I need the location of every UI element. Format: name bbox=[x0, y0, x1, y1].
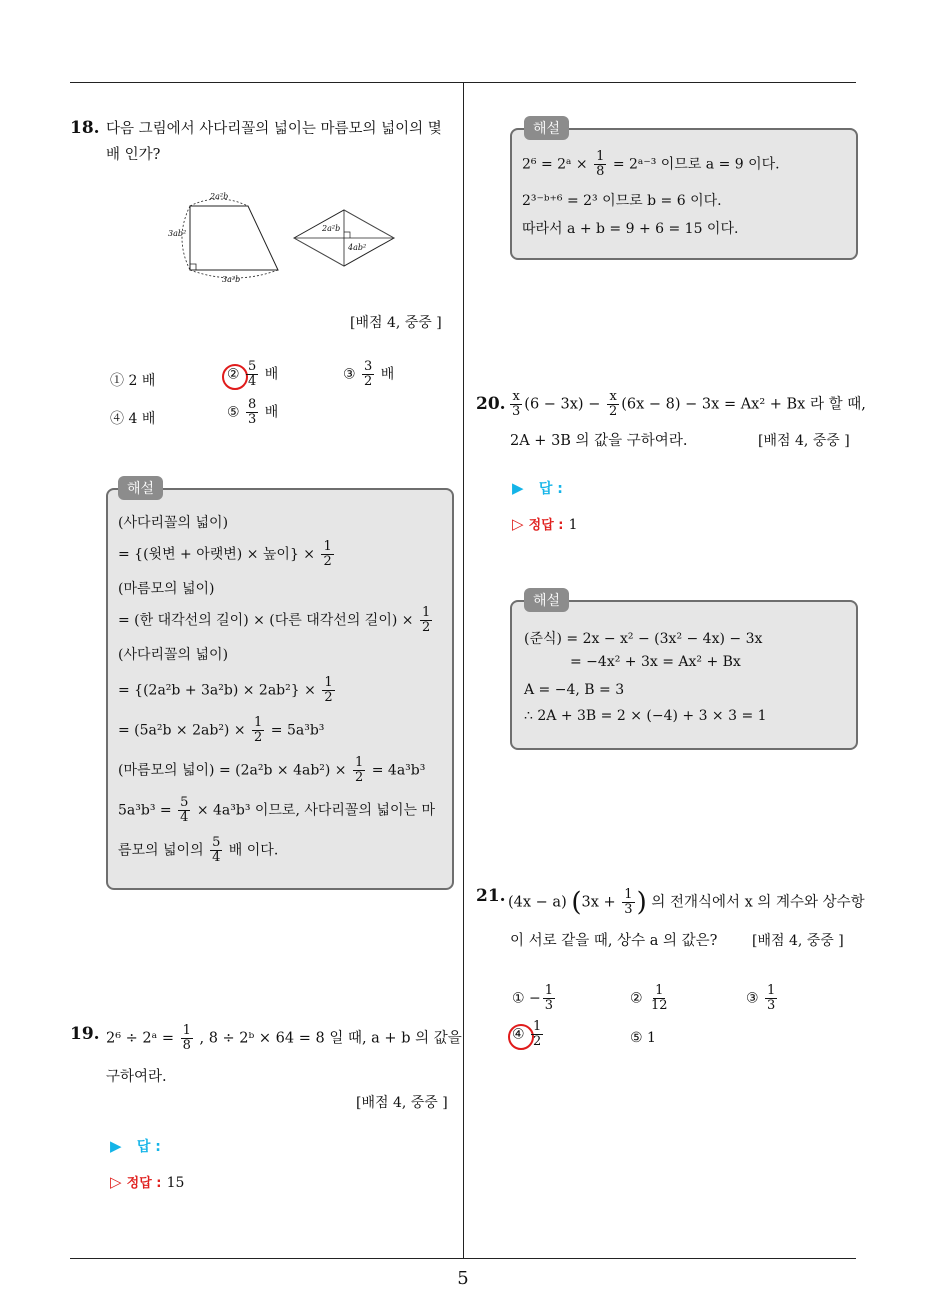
solution-line: (마름모의 넓이) bbox=[118, 581, 215, 597]
choice-fraction: $\frac{3}{2}$ bbox=[364, 359, 373, 389]
choice-unit: 배 bbox=[264, 366, 279, 383]
choice-fraction: $\frac{8}{3}$ bbox=[248, 397, 257, 427]
choice-mark: ⑤ bbox=[227, 404, 240, 421]
solution-tab: 해설 bbox=[524, 588, 569, 612]
question-meta: [배점 4, 중중 ] bbox=[752, 933, 844, 949]
question-number: 19. bbox=[70, 1024, 100, 1044]
choice-1[interactable]: ① − $\frac{1}{3}$ bbox=[512, 983, 554, 1013]
figure-label: 3ab² bbox=[168, 229, 187, 238]
question-meta: [배점 4, 중중 ] bbox=[758, 433, 850, 449]
solution-line: = −4x² + 3x = Ax² + Bx bbox=[570, 654, 741, 670]
choice-3[interactable] bbox=[343, 360, 394, 389]
question-number: 20. bbox=[476, 394, 506, 414]
solution-line: (사다리꼴의 넓이) bbox=[118, 647, 229, 663]
choice-mark: ② bbox=[227, 366, 240, 383]
choice-4[interactable] bbox=[512, 1020, 545, 1049]
solution-line: ∴ 2A + 3B = 2 × (−4) + 3 × 3 = 1 bbox=[524, 708, 767, 724]
choice-mark: ② bbox=[630, 990, 643, 1007]
solution-line: 2⁶ = 2ᵃ × $\frac{1}{8}$ = 2ᵃ⁻³ 이므로 a = 9 이다. bbox=[522, 149, 780, 179]
solution-line: (사다리꼴의 넓이) bbox=[118, 515, 229, 531]
play-icon: ▶ bbox=[110, 1137, 122, 1155]
question-number: 18. bbox=[70, 118, 100, 138]
figure-label: 4ab² bbox=[348, 243, 367, 252]
triangle-outline-icon: ▷ bbox=[512, 515, 524, 533]
choice-value: 1 bbox=[647, 1030, 656, 1046]
choice-fraction: $\frac{1}{2}$ bbox=[533, 1019, 542, 1049]
choice-fraction: $\frac{5}{4}$ bbox=[248, 359, 257, 389]
solution-tab: 해설 bbox=[118, 476, 163, 500]
choice-mark: ③ bbox=[343, 366, 356, 383]
question-number: 21. bbox=[476, 886, 506, 906]
choice-5[interactable] bbox=[227, 398, 278, 427]
column-divider bbox=[463, 82, 464, 1258]
answer-line: ▶ 답 : bbox=[110, 1137, 161, 1155]
choice-mark: ④ bbox=[512, 1026, 525, 1043]
solution-line: (준식) = 2x − x² − (3x² − 4x) − 3x bbox=[524, 631, 763, 647]
question-text: $\frac{x}{3}$ (6 − 3x) − $\frac{x}{2}$ (6x − 8) − 3x = Ax² + Bx 라 할 때, bbox=[512, 389, 866, 419]
page-number: 5 bbox=[457, 1268, 469, 1289]
choice-fraction: $\frac{1}{3}$ bbox=[767, 983, 776, 1013]
question-text: 배 인가? bbox=[106, 147, 161, 163]
choice-4[interactable] bbox=[110, 408, 155, 428]
solution-box bbox=[510, 600, 858, 750]
choice-unit: 배 bbox=[264, 404, 279, 421]
play-icon: ▶ bbox=[512, 479, 524, 497]
choice-1[interactable] bbox=[110, 370, 155, 390]
solution-line: = {(윗변 + 아랫변) × 높이} × $\frac{1}{2}$ bbox=[118, 539, 332, 569]
question-text: 다음 그림에서 사다리꼴의 넓이는 마름모의 넓이의 몇 bbox=[106, 121, 442, 137]
choice-fraction: $\frac{1}{12}$ bbox=[651, 983, 668, 1013]
choice-value: 2 bbox=[128, 373, 138, 389]
solution-tab: 해설 bbox=[524, 116, 569, 140]
solution-line: A = −4, B = 3 bbox=[524, 682, 625, 698]
choice-mark: ④ bbox=[110, 411, 124, 427]
choice-mark: ③ bbox=[746, 990, 759, 1007]
choice-mark: ⑤ bbox=[630, 1030, 643, 1046]
solution-line: (마름모의 넓이) = (2a²b × 4ab²) × $\frac{1}{2}$ = 4a³b³ bbox=[118, 755, 426, 785]
question-text: 이 서로 같을 때, 상수 a 의 값은? bbox=[510, 933, 718, 949]
correct-answer-line: ▷ 정답 : 15 bbox=[110, 1173, 185, 1191]
bottom-rule bbox=[70, 1258, 856, 1259]
solution-line: = (5a²b × 2ab²) × $\frac{1}{2}$ = 5a³b³ bbox=[118, 715, 325, 745]
choice-unit: 배 bbox=[141, 411, 156, 427]
solution-line: 따라서 a + b = 9 + 6 = 15 이다. bbox=[522, 221, 739, 237]
choice-5[interactable] bbox=[630, 1030, 656, 1046]
solution-line: = {(2a²b + 3a²b) × 2ab²} × $\frac{1}{2}$ bbox=[118, 675, 333, 705]
figure-label: 3a²b bbox=[222, 275, 241, 284]
figure-label: 2a²b bbox=[210, 192, 229, 201]
choice-unit: 배 bbox=[141, 373, 156, 389]
figure-label: 2a²b bbox=[322, 224, 341, 233]
question-text: 2A + 3B 의 값을 구하여라. bbox=[510, 433, 688, 449]
answer-line: ▶ 답 : bbox=[512, 479, 563, 497]
choice-mark: ① bbox=[110, 373, 124, 389]
question-meta: [배점 4, 중중 ] bbox=[350, 315, 442, 331]
question-text: 구하여라. bbox=[106, 1069, 167, 1085]
choice-3[interactable] bbox=[746, 984, 779, 1013]
choice-fraction: $\frac{1}{3}$ bbox=[544, 983, 554, 1013]
question-text: 2⁶ ÷ 2ᵃ = $\frac{1}{8}$ , 8 ÷ 2ᵇ × 64 = 8 일 때, a + b 의 값을 bbox=[106, 1023, 462, 1053]
choice-unit: 배 bbox=[380, 366, 395, 383]
question-text: (4x − a) (3x + $\frac{1}{3}$ ) 의 전개식에서 x 의 계수와 상수항 bbox=[508, 887, 865, 918]
solution-line: 2³⁻ᵇ⁺⁶ = 2³ 이므로 b = 6 이다. bbox=[522, 193, 722, 209]
trapezoid-rhombus-figure bbox=[160, 186, 410, 290]
question-meta: [배점 4, 중중 ] bbox=[356, 1095, 448, 1111]
solution-line: 름모의 넓이의 $\frac{5}{4}$ 배 이다. bbox=[118, 835, 279, 865]
choice-2[interactable] bbox=[227, 360, 278, 389]
triangle-outline-icon: ▷ bbox=[110, 1173, 122, 1191]
choice-value: 4 bbox=[128, 411, 138, 427]
solution-line: 5a³b³ = $\frac{5}{4}$ × 4a³b³ 이므로, 사다리꼴의 넓이는 마 bbox=[118, 795, 435, 825]
choice-2[interactable] bbox=[630, 984, 672, 1013]
choice-mark: ① bbox=[512, 990, 525, 1007]
correct-answer-line: ▷ 정답 : 1 bbox=[512, 515, 578, 533]
solution-line: = (한 대각선의 길이) × (다른 대각선의 길이) × $\frac{1}{2}$ bbox=[118, 605, 431, 635]
